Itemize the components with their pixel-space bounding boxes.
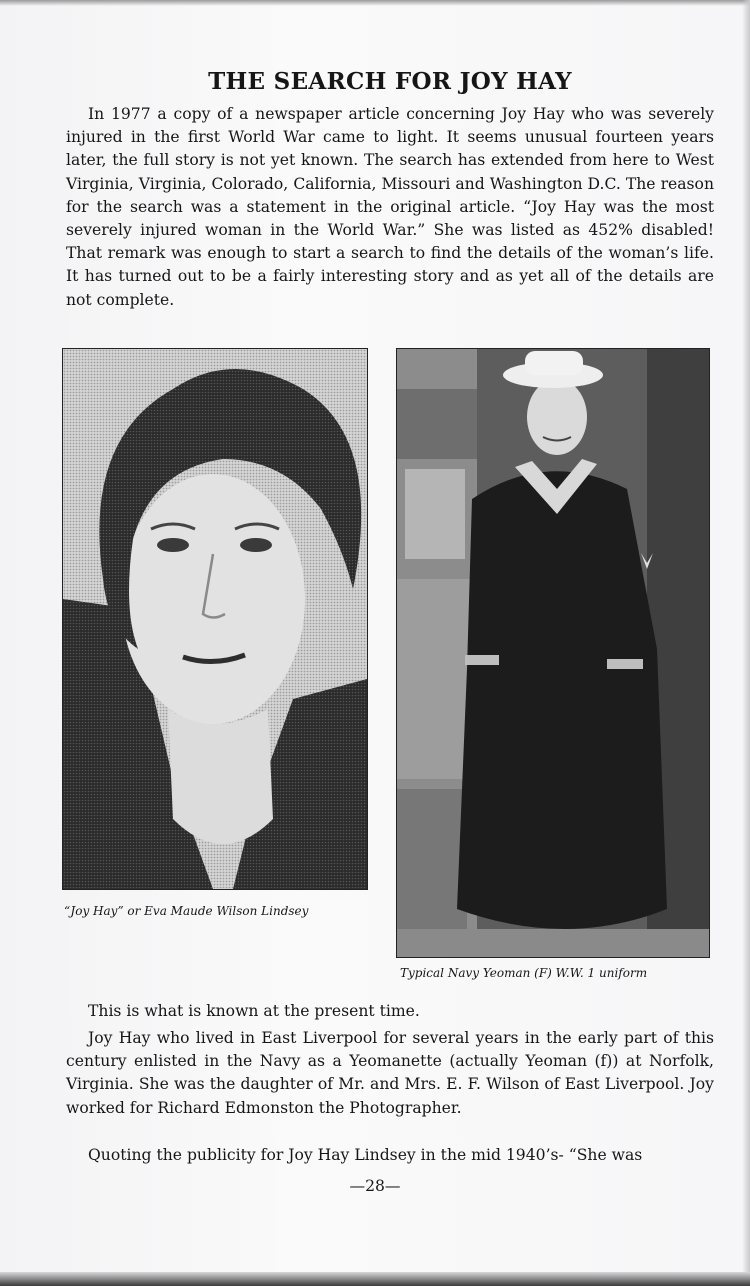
page-title: THE SEARCH FOR JOY HAY: [208, 68, 572, 95]
portrait-photo: [62, 348, 368, 890]
scan-bottom-band: [0, 1272, 750, 1286]
scan-top-shadow: [0, 0, 750, 6]
uniform-photo: [396, 348, 710, 958]
portrait-illustration: [63, 349, 367, 889]
intro-paragraph: In 1977 a copy of a newspaper article concerning Joy Hay who was severely injured in the first World War came to light. It seems unusual fourteen years later, the full story is not yet known. The search has extended from here to West Virginia, Virginia, Colorado, California, Missouri and Washington D.C. The reason for the search was a statement in the original article. “Joy Hay was the most severely injured woman in the World War.” She was listed as 452% disabled! That remark was enough to start a search to find the details of the woman’s life. It has turned out to be a fairly interesting story and as yet all of the details are not complete.: [66, 105, 714, 309]
page-number: —28—: [349, 1177, 401, 1195]
body-paragraph: Joy Hay who lived in East Liverpool for several years in the early part of this century enlisted in the Navy as a Yeomanette (actually Yeoman (f)) at Norfolk, Virginia. She was the daughter of Mr. and Mrs. E. F. Wilson of East Liverpool. Joy worked for Richard Edmonston the Photographer.: [66, 1029, 714, 1117]
body-paragraph: This is what is known at the present time.: [88, 1002, 420, 1020]
body-paragraph: Quoting the publicity for Joy Hay Lindsey in the mid 1940’s- “She was: [88, 1146, 643, 1164]
uniform-illustration: [397, 349, 709, 957]
page-edge: [742, 0, 750, 1286]
uniform-caption: Typical Navy Yeoman (F) W.W. 1 uniform: [400, 966, 648, 980]
portrait-caption: “Joy Hay” or Eva Maude Wilson Lindsey: [64, 904, 309, 918]
